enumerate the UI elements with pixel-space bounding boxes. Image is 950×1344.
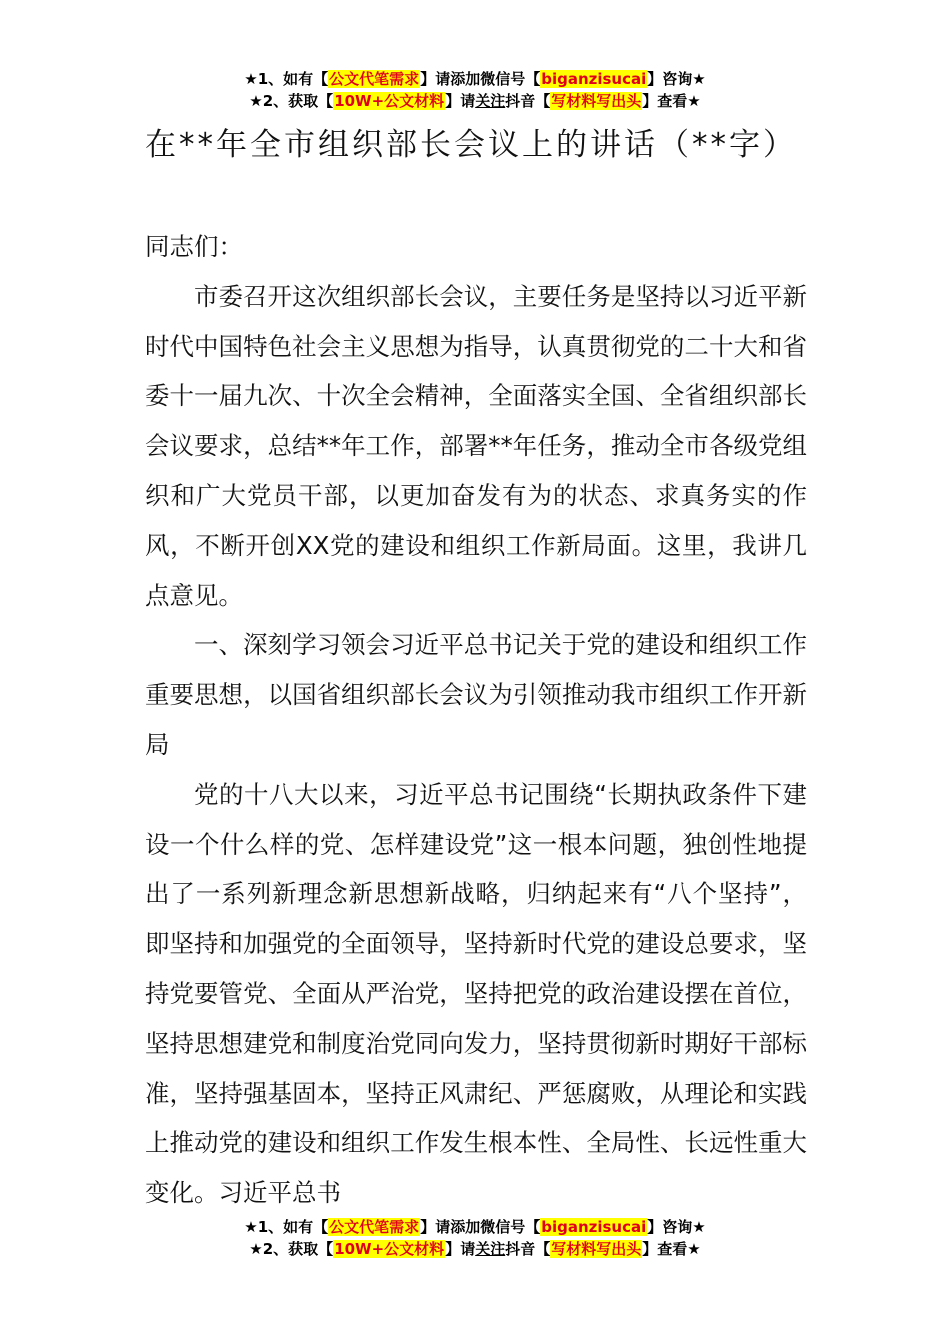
banner-text: ★2、获取【 xyxy=(249,1240,334,1258)
banner-text: 】请添加微信号【 xyxy=(420,1218,541,1236)
banner-text: 】咨询★ xyxy=(647,70,706,88)
banner-highlight: 公文代笔需求 xyxy=(329,1218,420,1236)
paragraph: 党的十八大以来，习近平总书记围绕“长期执政条件下建设一个什么样的党、怎样建设党”这一根本问题，独创性地提出了一系列新理念新思想新战略，归纳起来有“八个坚持”，即坚持和加强党的全面领导，坚持新时代党的建设总要求，坚持党要管党、全面从严治党，坚持把党的政治建设摆在首位，坚持思想建党和制度治党同向发力，坚持贯彻新时期好干部标准，坚持强基固本，坚持正风肃纪、严惩腐败，从理论和实践上推动党的建设和组织工作发生根本性、全局性、长远性重大变化。习近平总书 xyxy=(145,779,807,1208)
document-body xyxy=(145,222,807,1218)
banner-text: ★1、如有【 xyxy=(244,70,329,88)
banner-text: 】请 xyxy=(445,92,476,110)
banner-line-1 xyxy=(0,68,950,90)
banner-highlight: 10W+公文材料 xyxy=(334,1240,445,1258)
banner-text: ★2、获取【 xyxy=(249,92,334,110)
document-title: 在**年全市组织部长会议上的讲话（**字） xyxy=(145,127,797,163)
banner-line-2 xyxy=(0,90,950,112)
banner-highlight: 10W+公文材料 xyxy=(334,92,445,110)
paragraph: 市委召开这次组织部长会议，主要任务是坚持以习近平新时代中国特色社会主义思想为指导，认真贯彻党的二十大和省委十一届九次、十次全会精神，全面落实全国、全省组织部长会议要求，总结**年工作，部署**年任务，推动全市各级党组织和广大党员干部，以更加奋发有为的状态、求真务实的作风，不断开创XX党的建设和组织工作新局面。这里，我讲几点意见。 xyxy=(145,281,807,610)
banner-text: 】咨询★ xyxy=(647,1218,706,1236)
banner-highlight: 写材料写出头 xyxy=(551,1240,642,1258)
banner-text: ★1、如有【 xyxy=(244,1218,329,1236)
banner-text: 】查看★ xyxy=(642,1240,701,1258)
banner-text: 】请添加微信号【 xyxy=(420,70,541,88)
banner-highlight: 公文代笔需求 xyxy=(329,70,420,88)
banner-highlight: 写材料写出头 xyxy=(551,92,642,110)
banner-highlight: biganzisucai xyxy=(541,70,647,88)
banner-text: 抖音【 xyxy=(505,92,551,110)
banner-text: 】查看★ xyxy=(642,92,701,110)
footer-banner xyxy=(0,1216,950,1260)
section-heading: 一、深刻学习领会习近平总书记关于党的建设和组织工作重要思想，以国省组织部长会议为引领推动我市组织工作开新局 xyxy=(145,630,807,759)
banner-highlight: biganzisucai xyxy=(541,1218,647,1236)
banner-underlined-text: 关注 xyxy=(475,92,506,110)
banner-text: 抖音【 xyxy=(505,1240,551,1258)
header-banner xyxy=(0,68,950,112)
salutation: 同志们： xyxy=(145,232,243,261)
banner-line-1 xyxy=(0,1216,950,1238)
banner-text: 】请 xyxy=(445,1240,476,1258)
banner-line-2 xyxy=(0,1238,950,1260)
banner-underlined-text: 关注 xyxy=(475,1240,506,1258)
